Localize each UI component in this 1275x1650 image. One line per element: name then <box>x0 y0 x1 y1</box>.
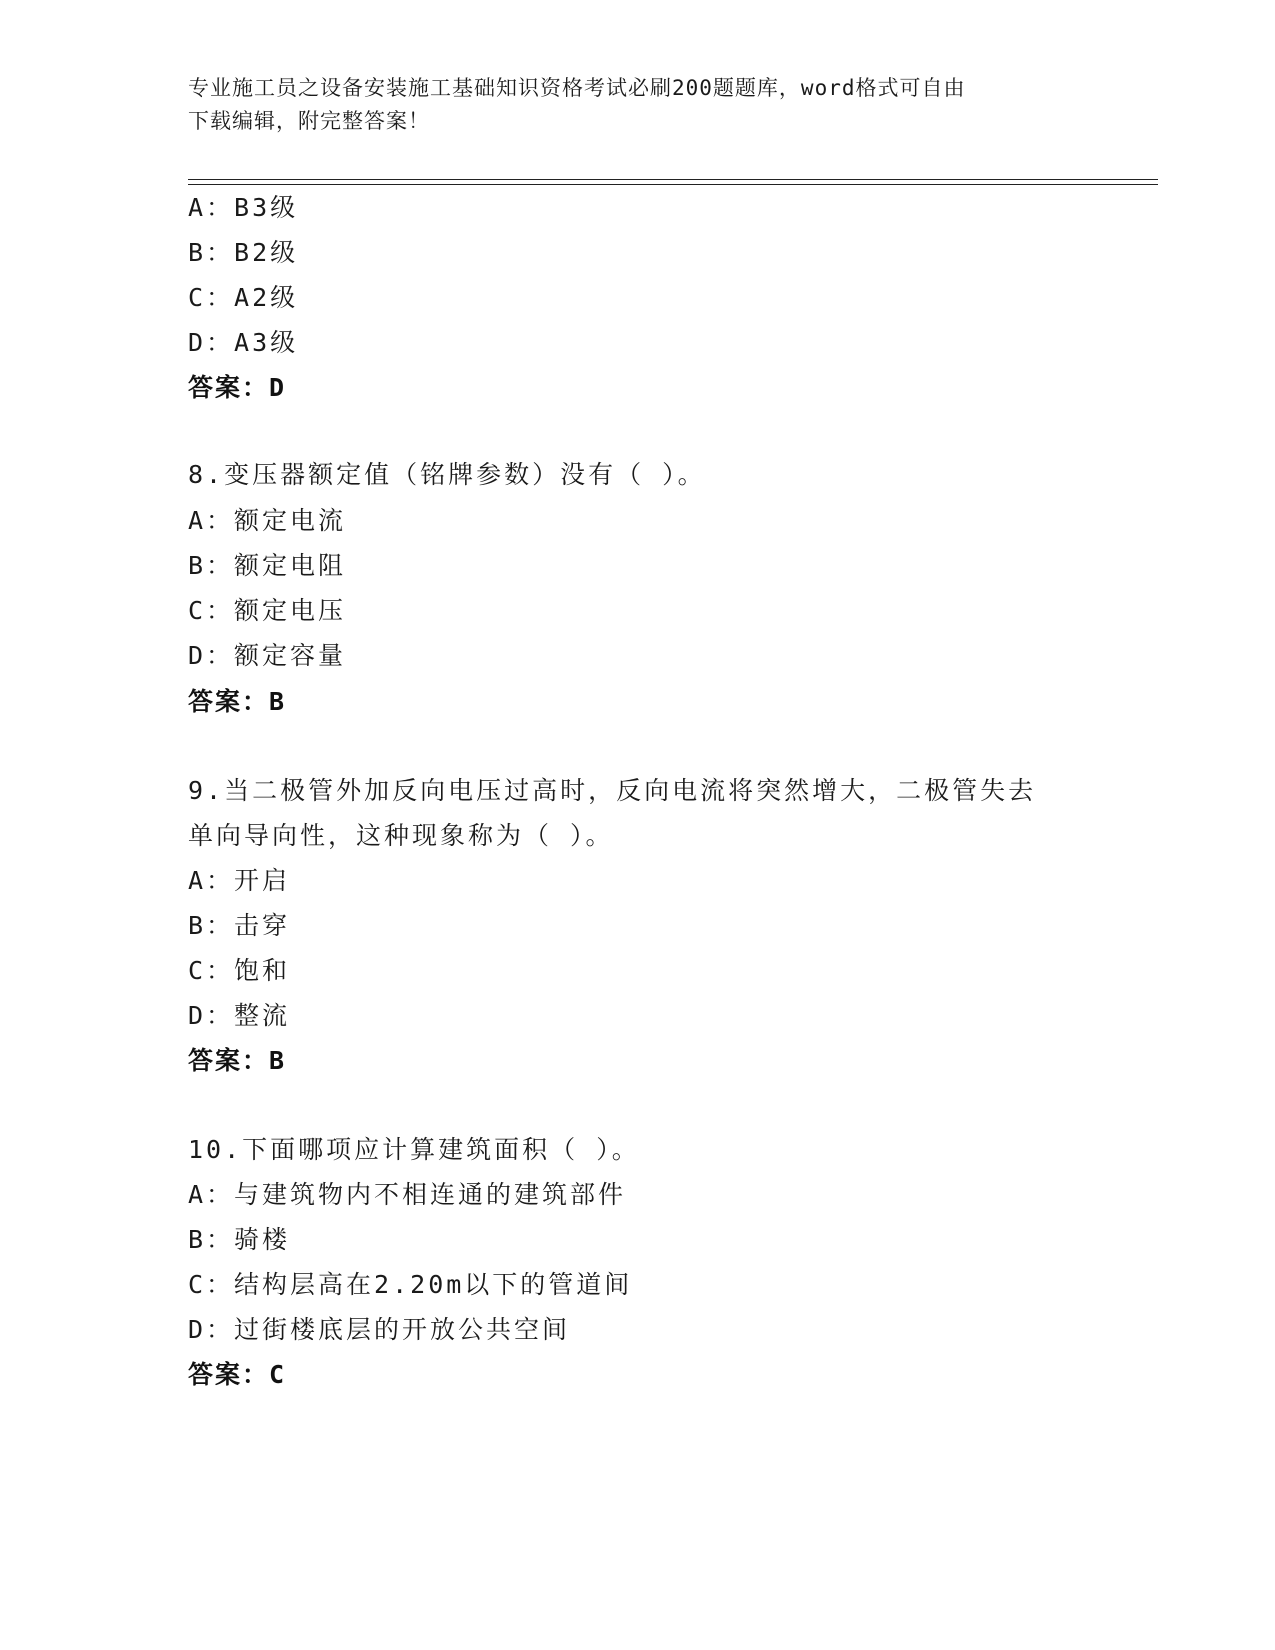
q10-option-a: A：与建筑物内不相连通的建筑部件 <box>188 1180 627 1209</box>
header-line-1: 专业施工员之设备安装施工基础知识资格考试必刷200题题库，word格式可自由 <box>188 76 966 100</box>
q8-answer-value: B <box>269 687 285 716</box>
header-line-2: 下载编辑，附完整答案！ <box>188 109 430 133</box>
q7-answer <box>188 373 284 403</box>
q9-answer-value: B <box>269 1046 285 1075</box>
q10-answer-value: C <box>269 1360 285 1389</box>
q7-option-d: D：A3级 <box>188 328 299 357</box>
q10-answer <box>188 1360 284 1390</box>
q8-answer-label: 答案： <box>188 687 270 716</box>
q7-option-c: C：A2级 <box>188 283 299 312</box>
q10-answer-label: 答案： <box>188 1360 270 1389</box>
q10-option-d: D：过街楼底层的开放公共空间 <box>188 1315 571 1344</box>
q8-option-d: D：额定容量 <box>188 641 347 670</box>
header-divider-top <box>188 179 1158 180</box>
q7-option-a: A：B3级 <box>188 193 299 222</box>
q10-option-c: C：结构层高在2.20m以下的管道间 <box>188 1270 633 1299</box>
q8-option-b: B：额定电阻 <box>188 551 347 580</box>
q10-stem: 10.下面哪项应计算建筑面积（ ）。 <box>188 1135 640 1164</box>
q9-stem-line-2: 单向导向性，这种现象称为（ ）。 <box>188 821 614 850</box>
q7-option-b: B：B2级 <box>188 238 299 267</box>
q9-stem-line-1: 9.当二极管外加反向电压过高时，反向电流将突然增大，二极管失去 <box>188 776 1037 805</box>
q9-answer <box>188 1046 284 1076</box>
header-divider-bottom <box>188 184 1158 185</box>
q8-option-a: A：额定电流 <box>188 506 347 535</box>
q8-option-c: C：额定电压 <box>188 596 347 625</box>
q7-answer-label: 答案： <box>188 373 270 402</box>
q10-option-b: B：骑楼 <box>188 1225 291 1254</box>
q8-answer <box>188 687 284 717</box>
q9-option-c: C：饱和 <box>188 956 291 985</box>
q7-answer-value: D <box>269 373 285 402</box>
q9-option-d: D：整流 <box>188 1001 291 1030</box>
q9-option-a: A：开启 <box>188 866 291 895</box>
q8-stem: 8.变压器额定值（铭牌参数）没有（ ）。 <box>188 460 706 489</box>
q9-answer-label: 答案： <box>188 1046 270 1075</box>
q9-option-b: B：击穿 <box>188 911 291 940</box>
document-header <box>188 72 1068 138</box>
